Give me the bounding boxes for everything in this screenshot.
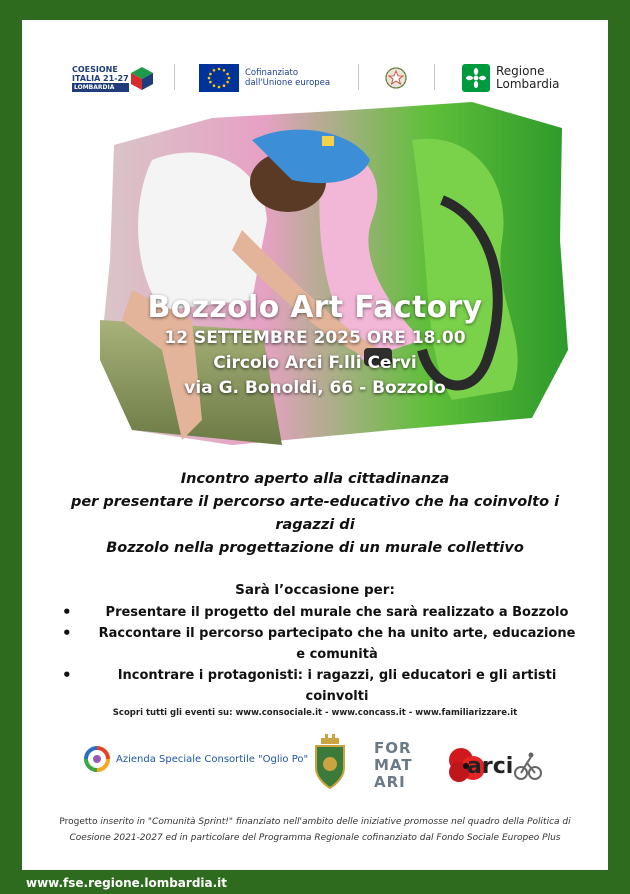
bullet-icon: • (62, 603, 72, 621)
bozzolo-crest-icon (312, 732, 348, 790)
event-hero (22, 290, 608, 401)
coesione-cube-icon (129, 65, 155, 91)
italian-republic-emblem (384, 58, 408, 98)
event-intro (42, 468, 588, 560)
occasion-heading: Sarà l’occasione per: (235, 582, 395, 598)
ue-text-line1: Cofinanziato (245, 68, 299, 78)
occasion-list (62, 602, 582, 707)
logo-divider (434, 64, 435, 90)
bicycle-figure-icon (513, 751, 543, 781)
formattari-logo (374, 740, 413, 791)
regione-lombardia-icon (462, 64, 490, 92)
eu-flag-icon (199, 64, 239, 92)
regione-lombardia-logo (462, 58, 560, 98)
bullet-icon: • (62, 666, 72, 684)
project-footnote (52, 814, 578, 846)
intro-line: Bozzolo nella progettazione di un murale collettivo (106, 540, 524, 556)
list-item (62, 665, 582, 707)
poster-sheet (22, 20, 608, 870)
event-links[interactable]: Scopri tutti gli eventi su: www.consociale.it - www.concass.it - www.familiarizzare.it (112, 708, 518, 718)
list-item-text: Incontrare i protagonisti: i ragazzi, gli educatori e gli artisti coinvolti (117, 668, 557, 704)
coesione-text: COESIONE (72, 64, 118, 74)
footnote-line (52, 814, 578, 830)
event-date: 12 SETTEMBRE 2025 ORE 18.00 (164, 328, 466, 348)
oglio-po-swirl-icon (82, 744, 112, 774)
eu-cofinanced-logo (199, 58, 330, 98)
formattari-text: FOR (374, 739, 412, 757)
event-title: Bozzolo Art Factory (147, 290, 483, 325)
list-item (62, 602, 582, 623)
footnote-line: Coesione 2021-2027 ed in particolare del Programma Regionale cofinanziato dal Fondo Sociale Europeo Plus (69, 833, 561, 843)
oglio-po-logo (82, 744, 308, 774)
formattari-text: MAT (374, 756, 413, 774)
logo-divider (358, 64, 359, 90)
coesione-year: ITALIA 21-27 (72, 73, 129, 83)
institutional-logos (22, 58, 608, 100)
list-item (62, 623, 582, 665)
oglio-po-name: Azienda Speciale Consortile "Oglio Po" (116, 753, 309, 765)
partner-logos (22, 728, 608, 808)
list-item-text: Raccontare il percorso partecipato che ha unito arte, educazione e comunità (98, 626, 576, 662)
footnote-text: inserito in "Comunità Sprint!" finanziato nell'ambito delle iniziative promosse nel quadro della Politica di (97, 817, 571, 827)
regione-text-line2: Lombardia (496, 77, 560, 91)
coesione-italia-logo (72, 58, 155, 98)
event-address: via G. Bonoldi, 66 - Bozzolo (184, 378, 446, 398)
ue-text-line2: dall'Unione europea (245, 78, 331, 88)
regione-text-line1: Regione (496, 64, 545, 78)
bullet-icon: • (62, 624, 72, 642)
event-venue: Circolo Arci F.lli Cervi (213, 353, 417, 373)
arci-logo (447, 746, 543, 786)
regione-website-link[interactable]: www.fse.regione.lombardia.it (26, 876, 228, 890)
formattari-text: ARI (374, 773, 406, 791)
list-item-text: Presentare il progetto del murale che sarà realizzato a Bozzolo (105, 605, 569, 620)
arci-name: arci (467, 753, 514, 779)
intro-line: Incontro aperto alla cittadinanza (180, 471, 450, 487)
logo-divider (174, 64, 175, 90)
coesione-region: LOMBARDIA (72, 83, 129, 92)
intro-line: per presentare il percorso arte-educativo che ha coinvolto i ragazzi di (70, 494, 560, 533)
republic-emblem-icon (384, 65, 408, 91)
footnote-lead: Progetto (59, 817, 98, 827)
